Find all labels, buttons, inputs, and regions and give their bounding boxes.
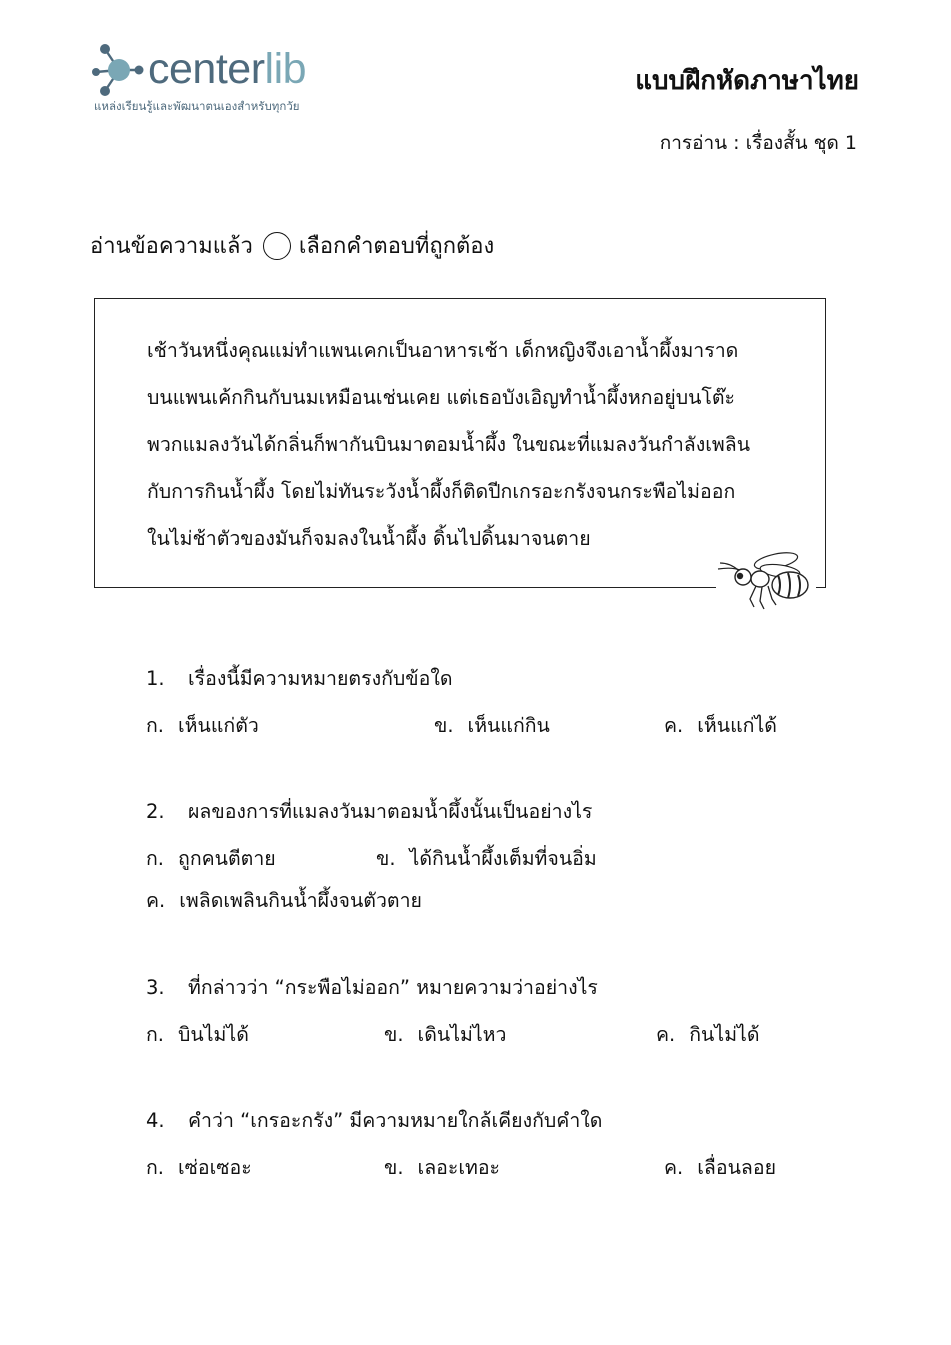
question-text: คำว่า “เกรอะกรัง” มีความหมายใกล้เคียงกับคำใด <box>188 1109 603 1132</box>
q2-option-c[interactable] <box>146 885 422 916</box>
option-text: เลอะเทอะ <box>417 1156 501 1179</box>
instruction-after: เลือกคำตอบที่ถูกต้อง <box>298 234 495 259</box>
passage-line: กับการกินน้ำผึ้ง โดยไม่ทันระวังน้ำผึ้งก็ติดปีกเกรอะกรังจนกระพือไม่ออก <box>147 480 736 503</box>
option-text: เห็นแก่ได้ <box>697 714 777 737</box>
option-text: เซ่อเซอะ <box>178 1156 252 1179</box>
option-text: กินไม่ได้ <box>689 1023 760 1046</box>
question-text: ที่กล่าวว่า “กระพือไม่ออก” หมายความว่าอย่างไร <box>188 976 598 999</box>
question-number: 4. <box>146 1109 165 1132</box>
option-label: ก. <box>146 1156 165 1179</box>
question-number: 3. <box>146 976 165 999</box>
option-label: ข. <box>434 714 454 737</box>
option-text: เพลิดเพลินกินน้ำผึ้งจนตัวตาย <box>179 889 422 912</box>
question-number: 1. <box>146 667 165 690</box>
passage-line: พวกแมลงวันได้กลิ่นก็พากันบินมาตอมน้ำผึ้ง ในขณะที่แมลงวันกำลังเพลิน <box>147 433 751 456</box>
q1-option-a[interactable] <box>146 710 259 741</box>
option-label: ข. <box>384 1023 404 1046</box>
option-label: ก. <box>146 714 165 737</box>
option-label: ก. <box>146 847 165 870</box>
logo-tagline: แหล่งเรียนรู้และพัฒนาตนเองสำหรับทุกวัย <box>94 99 300 113</box>
option-label: ค. <box>146 889 166 912</box>
question-text: เรื่องนี้มีความหมายตรงกับข้อใด <box>188 667 453 690</box>
worksheet-subtitle: การอ่าน : เรื่องสั้น ชุด 1 <box>659 132 857 154</box>
passage-line: เช้าวันหนึ่งคุณแม่ทำแพนเคกเป็นอาหารเช้า เด็กหญิงจึงเอาน้ำผึ้งมาราด <box>147 339 739 362</box>
passage-line: ในไม่ช้าตัวของมันก็จมลงในน้ำผึ้ง ดิ้นไปดิ้นมาจนตาย <box>147 527 591 550</box>
option-label: ข. <box>376 847 396 870</box>
q2-option-b[interactable] <box>376 843 597 874</box>
option-text: เดินไม่ไหว <box>417 1023 507 1046</box>
question-2 <box>146 796 592 827</box>
question-number: 2. <box>146 800 165 823</box>
instruction <box>90 228 494 263</box>
bee-icon <box>716 547 816 613</box>
q3-option-c[interactable] <box>656 1019 760 1050</box>
option-label: ข. <box>384 1156 404 1179</box>
q1-option-b[interactable] <box>434 710 550 741</box>
circle-icon <box>263 232 291 260</box>
option-label: ก. <box>146 1023 165 1046</box>
option-text: เห็นแก่กิน <box>467 714 550 737</box>
passage-line: บนแพนเค้กกินกับนมเหมือนเช่นเคย แต่เธอบังเอิญทำน้ำผึ้งหกอยู่บนโต๊ะ <box>147 386 736 409</box>
instruction-before: อ่านข้อความแล้ว <box>90 234 253 259</box>
q2-option-a[interactable] <box>146 843 276 874</box>
option-text: ได้กินน้ำผึ้งเต็มที่จนอิ่ม <box>409 847 597 870</box>
logo-wordmark: centerlib <box>148 45 307 93</box>
option-label: ค. <box>664 1156 684 1179</box>
q3-option-a[interactable] <box>146 1019 249 1050</box>
option-label: ค. <box>664 714 684 737</box>
option-text: ถูกคนตีตาย <box>178 847 276 870</box>
q4-option-a[interactable] <box>146 1152 252 1183</box>
q3-option-b[interactable] <box>384 1019 506 1050</box>
q1-option-c[interactable] <box>664 710 777 741</box>
option-text: เลื่อนลอย <box>697 1156 776 1179</box>
question-1 <box>146 663 453 694</box>
question-4 <box>146 1105 602 1136</box>
q4-option-c[interactable] <box>664 1152 776 1183</box>
question-3 <box>146 972 598 1003</box>
option-text: เห็นแก่ตัว <box>178 714 259 737</box>
passage-box <box>94 298 826 588</box>
worksheet-title: แบบฝึกหัดภาษาไทย <box>635 66 859 96</box>
question-text: ผลของการที่แมลงวันมาตอมน้ำผึ้งนั้นเป็นอย่างไร <box>188 800 593 823</box>
option-label: ค. <box>656 1023 676 1046</box>
q4-option-b[interactable] <box>384 1152 500 1183</box>
option-text: บินไม่ได้ <box>178 1023 249 1046</box>
centerlib-logo <box>92 42 352 122</box>
logo-mark-icon <box>92 42 148 98</box>
